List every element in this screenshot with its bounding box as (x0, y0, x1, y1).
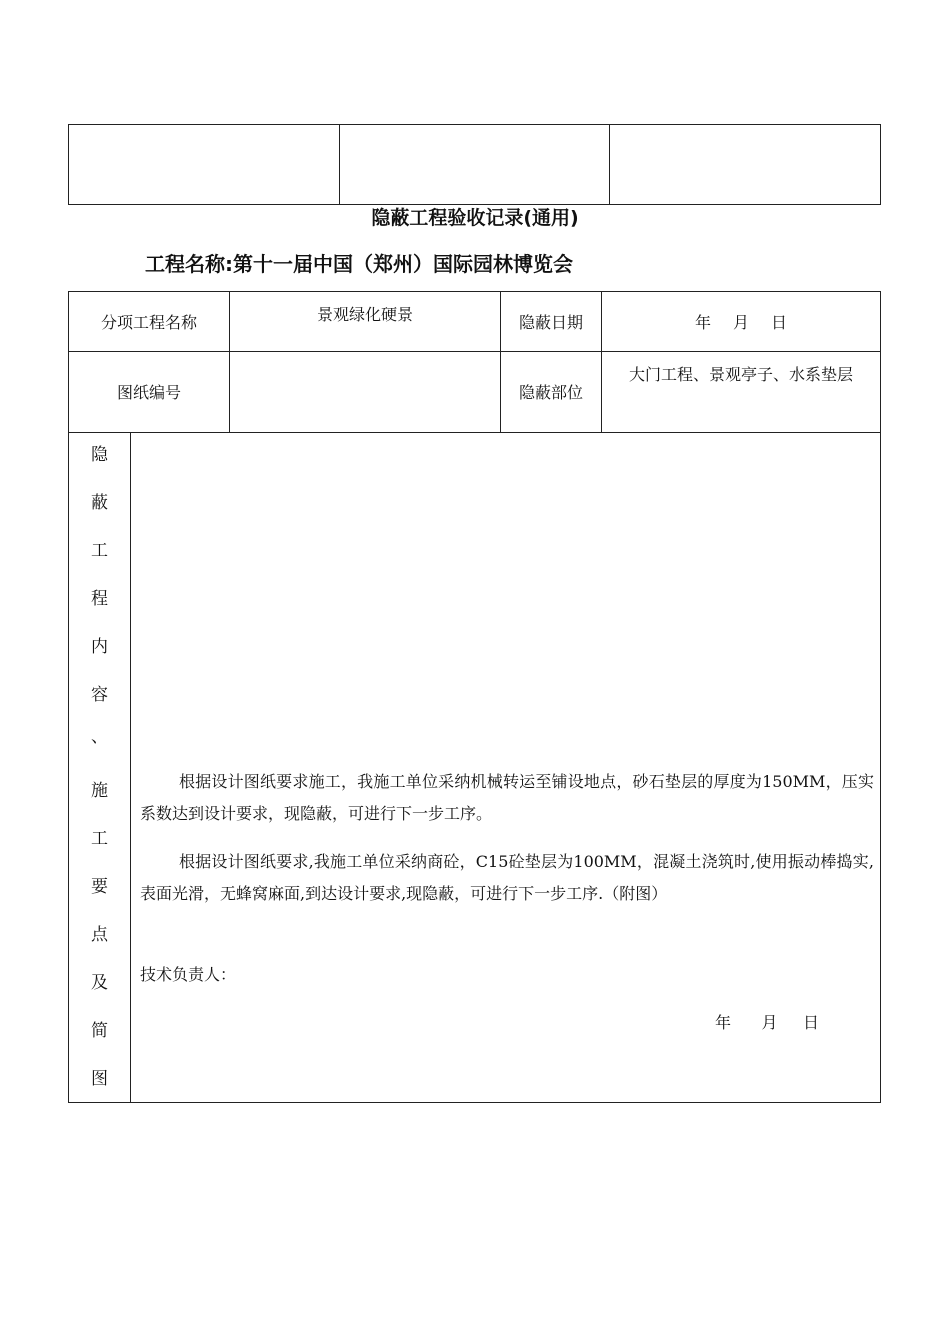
content-section (69, 432, 880, 1102)
sign-date: 年 月 日 (715, 1013, 819, 1032)
concealed-location-label: 隐蔽部位 (501, 351, 602, 432)
top-table-cell (69, 125, 340, 204)
date-year: 年 (694, 313, 711, 332)
section-label-char: 内 (91, 637, 108, 657)
content-body (140, 432, 874, 1102)
section-label-char: 及 (91, 973, 108, 993)
tech-lead-label: 技术负责人： (140, 965, 237, 984)
section-label-char: 图 (91, 1069, 108, 1089)
top-empty-table (68, 124, 881, 205)
top-table-cell (340, 125, 611, 204)
acceptance-record-table (68, 291, 881, 1103)
section-label-char: 工 (91, 829, 108, 849)
subproject-label: 分项工程名称 (69, 292, 230, 351)
section-label-char: 施 (91, 781, 108, 801)
section-label-char: 隐 (91, 445, 108, 465)
concealed-date-value (602, 292, 880, 351)
project-name: 工程名称:第十一届中国（郑州）国际园林博览会 (145, 252, 573, 276)
top-table-cell (610, 125, 880, 204)
concealed-date-label: 隐蔽日期 (501, 292, 602, 351)
concealed-location-value: 大门工程、景观亭子、水系垫层 (628, 365, 853, 384)
content-paragraph-2: 根据设计图纸要求,我施工单位采纳商砼，C15砼垫层为100MM，混凝土浇筑时,使用振动棒捣实,表面光滑，无蜂窝麻面,到达设计要求,现隐蔽，可进行下一步工序.（附图） (140, 852, 874, 903)
section-label-char: 程 (91, 589, 108, 609)
section-label-char: 、 (91, 727, 108, 747)
drawing-number-label: 图纸编号 (69, 351, 230, 432)
section-label-char: 蔽 (91, 493, 108, 513)
date-day: 日 (771, 313, 788, 332)
section-label-char: 简 (91, 1021, 108, 1041)
section-label-char: 点 (91, 925, 108, 945)
section-label-char: 容 (91, 685, 108, 705)
drawing-number-value (230, 351, 501, 432)
subproject-value: 景观绿化硬景 (230, 292, 501, 351)
table-row (69, 292, 880, 352)
document-title: 隐蔽工程验收记录(通用) (371, 207, 579, 229)
section-label-char: 要 (91, 877, 108, 897)
date-month: 月 (732, 313, 749, 332)
content-paragraph-1: 根据设计图纸要求施工，我施工单位采纳机械转运至铺设地点，砂石垫层的厚度为150MM，压实系数达到设计要求，现隐蔽，可进行下一步工序。 (140, 772, 874, 823)
section-label-char: 工 (91, 541, 108, 561)
table-row (69, 351, 880, 433)
section-vertical-label (69, 432, 131, 1102)
